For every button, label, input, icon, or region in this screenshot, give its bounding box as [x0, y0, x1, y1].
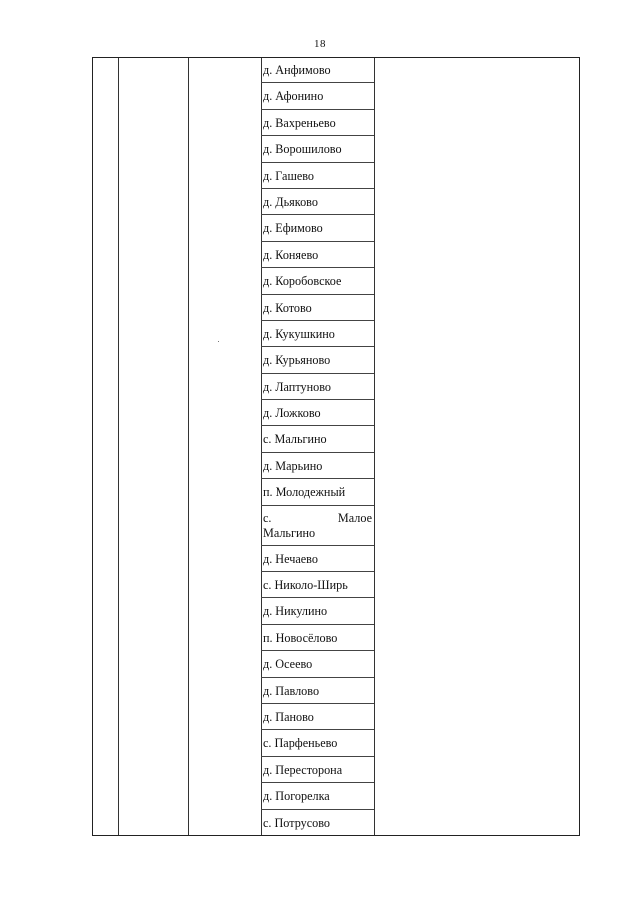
column-divider-2	[188, 58, 189, 835]
settlement-row: д. Ложково	[261, 400, 374, 426]
settlement-row: д. Котово	[261, 295, 374, 321]
column-divider-4	[374, 58, 375, 835]
settlement-row: д. Паново	[261, 704, 374, 730]
settlement-row: д. Кукушкино	[261, 321, 374, 347]
settlement-row: п. Молодежный	[261, 479, 374, 505]
settlement-row: д. Курьяново	[261, 347, 374, 373]
settlement-row: д. Афонино	[261, 83, 374, 109]
settlement-row: д. Лаптуново	[261, 374, 374, 400]
scan-speck	[218, 341, 219, 342]
settlement-row: с. Мальгино	[261, 426, 374, 452]
settlement-prefix: с.	[263, 510, 272, 525]
settlement-row: с. Парфеньево	[261, 730, 374, 756]
settlement-row: д. Нечаево	[261, 546, 374, 572]
settlement-row: д. Коняево	[261, 242, 374, 268]
settlement-row: с. Николо-Ширь	[261, 572, 374, 598]
settlement-row: д. Павлово	[261, 678, 374, 704]
settlement-row: с. Потрусово	[263, 815, 331, 830]
settlement-row: д. Коробовское	[261, 268, 374, 294]
settlement-row	[261, 506, 374, 546]
settlement-row: д. Пересторона	[261, 757, 374, 783]
settlement-row: д. Дьяково	[261, 189, 374, 215]
settlement-row: д. Погорелка	[261, 783, 374, 809]
settlement-word: Малое	[337, 510, 372, 525]
settlement-row: д. Гашево	[261, 163, 374, 189]
settlement-row: д. Осеево	[261, 651, 374, 677]
settlement-row: п. Новосёлово	[261, 625, 374, 651]
settlement-row: д. Никулино	[261, 598, 374, 624]
settlement-row: д. Ворошилово	[261, 136, 374, 162]
settlement-row: д. Ефимово	[261, 215, 374, 241]
settlement-row: д. Вахреньево	[261, 110, 374, 136]
settlement-list	[261, 57, 374, 836]
settlement-row: д. Марьино	[261, 453, 374, 479]
column-divider-1	[118, 58, 119, 835]
page-number: 18	[314, 38, 326, 50]
settlement-row: д. Анфимово	[261, 57, 374, 83]
settlement-rest: Мальгино	[263, 525, 316, 540]
